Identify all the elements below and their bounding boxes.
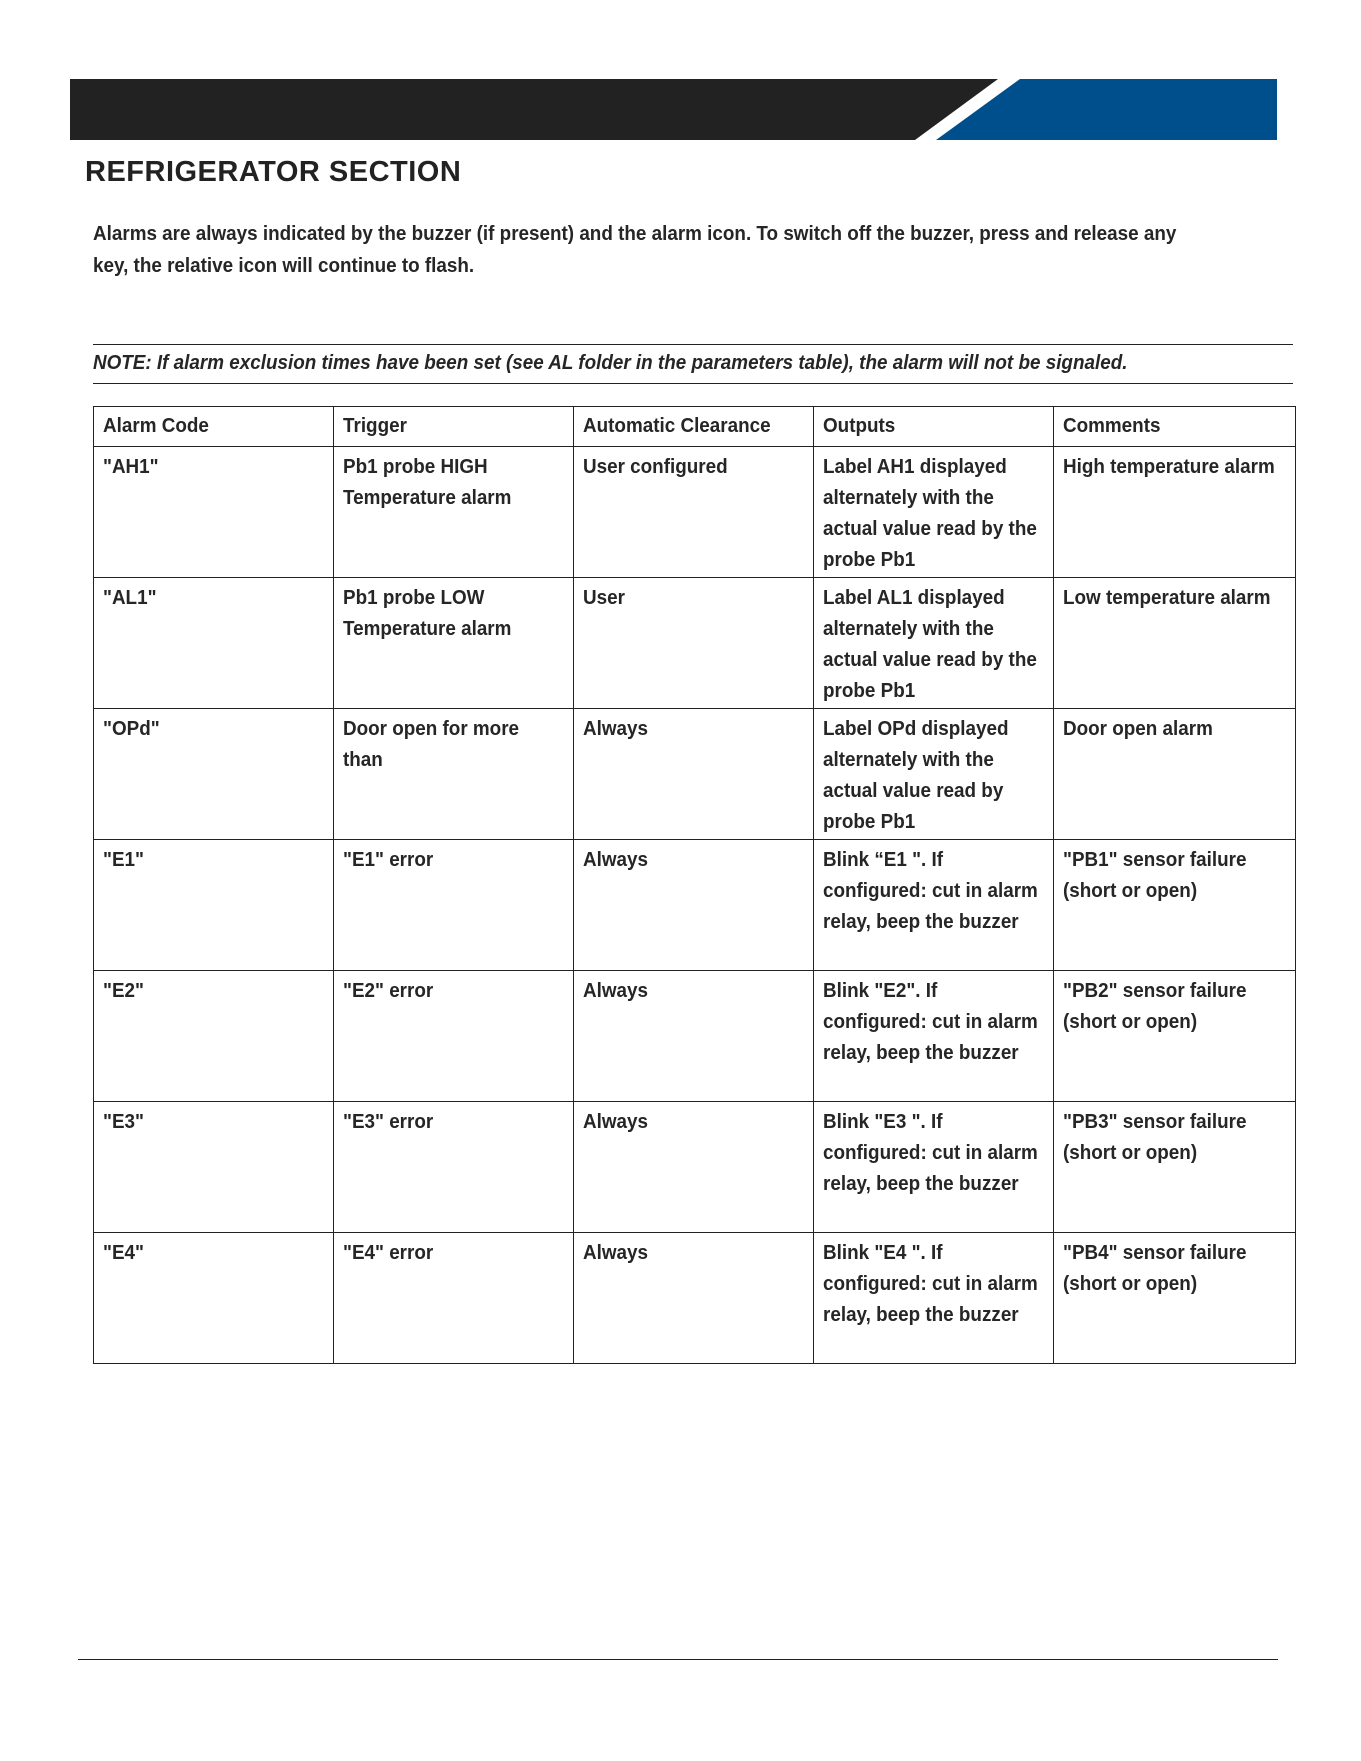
- table-row: [94, 578, 1296, 709]
- cell-comments: Door open alarm: [1054, 709, 1296, 840]
- banner-accent-band: [936, 79, 1277, 140]
- note-text: NOTE: If alarm exclusion times have been set (see AL folder in the parameters table), the alarm will not be signaled.: [93, 351, 1128, 374]
- cell-trigger: Pb1 probe HIGH Temperature alarm: [334, 447, 574, 578]
- footer-rule: [78, 1659, 1278, 1660]
- table-row: [94, 971, 1296, 1102]
- cell-automatic-clearance: Always: [574, 709, 814, 840]
- header-banner: [70, 79, 1277, 140]
- cell-outputs: Blink "E3 ". If configured: cut in alarm relay, beep the buzzer: [814, 1102, 1054, 1233]
- cell-comments: High temperature alarm: [1054, 447, 1296, 578]
- cell-automatic-clearance: Always: [574, 1233, 814, 1364]
- header-comments: Comments: [1054, 407, 1296, 447]
- table-row: [94, 840, 1296, 971]
- header-alarm-code: Alarm Code: [94, 407, 334, 447]
- cell-trigger: "E4" error: [334, 1233, 574, 1364]
- header-banner-graphic: [70, 79, 1277, 140]
- cell-comments: Low temperature alarm: [1054, 578, 1296, 709]
- intro-paragraph: Alarms are always indicated by the buzzer (if present) and the alarm icon. To switch off the buzzer, press and release any key, the relative icon will continue to flash.: [93, 222, 1177, 277]
- cell-comments: "PB1" sensor failure (short or open): [1054, 840, 1296, 971]
- table-row: [94, 1233, 1296, 1364]
- alarm-table: [93, 406, 1296, 1364]
- note-box: [93, 344, 1293, 384]
- table-row: [94, 447, 1296, 578]
- table-row: [94, 709, 1296, 840]
- table-header-row: [94, 407, 1296, 447]
- table-row: [94, 1102, 1296, 1233]
- cell-automatic-clearance: User: [574, 578, 814, 709]
- cell-trigger: Pb1 probe LOW Temperature alarm: [334, 578, 574, 709]
- cell-automatic-clearance: Always: [574, 1102, 814, 1233]
- cell-outputs: Blink "E2". If configured: cut in alarm relay, beep the buzzer: [814, 971, 1054, 1102]
- cell-automatic-clearance: User configured: [574, 447, 814, 578]
- cell-comments: "PB2" sensor failure (short or open): [1054, 971, 1296, 1102]
- cell-outputs: Blink "E4 ". If configured: cut in alarm relay, beep the buzzer: [814, 1233, 1054, 1364]
- cell-outputs: Label AH1 displayed alternately with the actual value read by the probe Pb1: [814, 447, 1054, 578]
- header-trigger: Trigger: [334, 407, 574, 447]
- cell-trigger: "E3" error: [334, 1102, 574, 1233]
- cell-alarm-code: "E4": [94, 1233, 334, 1364]
- cell-alarm-code: "E3": [94, 1102, 334, 1233]
- cell-comments: "PB4" sensor failure (short or open): [1054, 1233, 1296, 1364]
- section-title: REFRIGERATOR SECTION: [85, 156, 462, 188]
- cell-outputs: Label OPd displayed alternately with the actual value read by probe Pb1: [814, 709, 1054, 840]
- banner-dark-band: [70, 79, 998, 140]
- cell-automatic-clearance: Always: [574, 971, 814, 1102]
- header-outputs: Outputs: [814, 407, 1054, 447]
- cell-trigger: "E2" error: [334, 971, 574, 1102]
- cell-alarm-code: "AH1": [94, 447, 334, 578]
- cell-alarm-code: "AL1": [94, 578, 334, 709]
- header-automatic-clearance: Automatic Clearance: [574, 407, 814, 447]
- cell-outputs: Label AL1 displayed alternately with the actual value read by the probe Pb1: [814, 578, 1054, 709]
- cell-comments: "PB3" sensor failure (short or open): [1054, 1102, 1296, 1233]
- cell-trigger: Door open for more than: [334, 709, 574, 840]
- cell-trigger: "E1" error: [334, 840, 574, 971]
- cell-automatic-clearance: Always: [574, 840, 814, 971]
- cell-alarm-code: "OPd": [94, 709, 334, 840]
- cell-alarm-code: "E2": [94, 971, 334, 1102]
- cell-alarm-code: "E1": [94, 840, 334, 971]
- cell-outputs: Blink “E1 ". If configured: cut in alarm relay, beep the buzzer: [814, 840, 1054, 971]
